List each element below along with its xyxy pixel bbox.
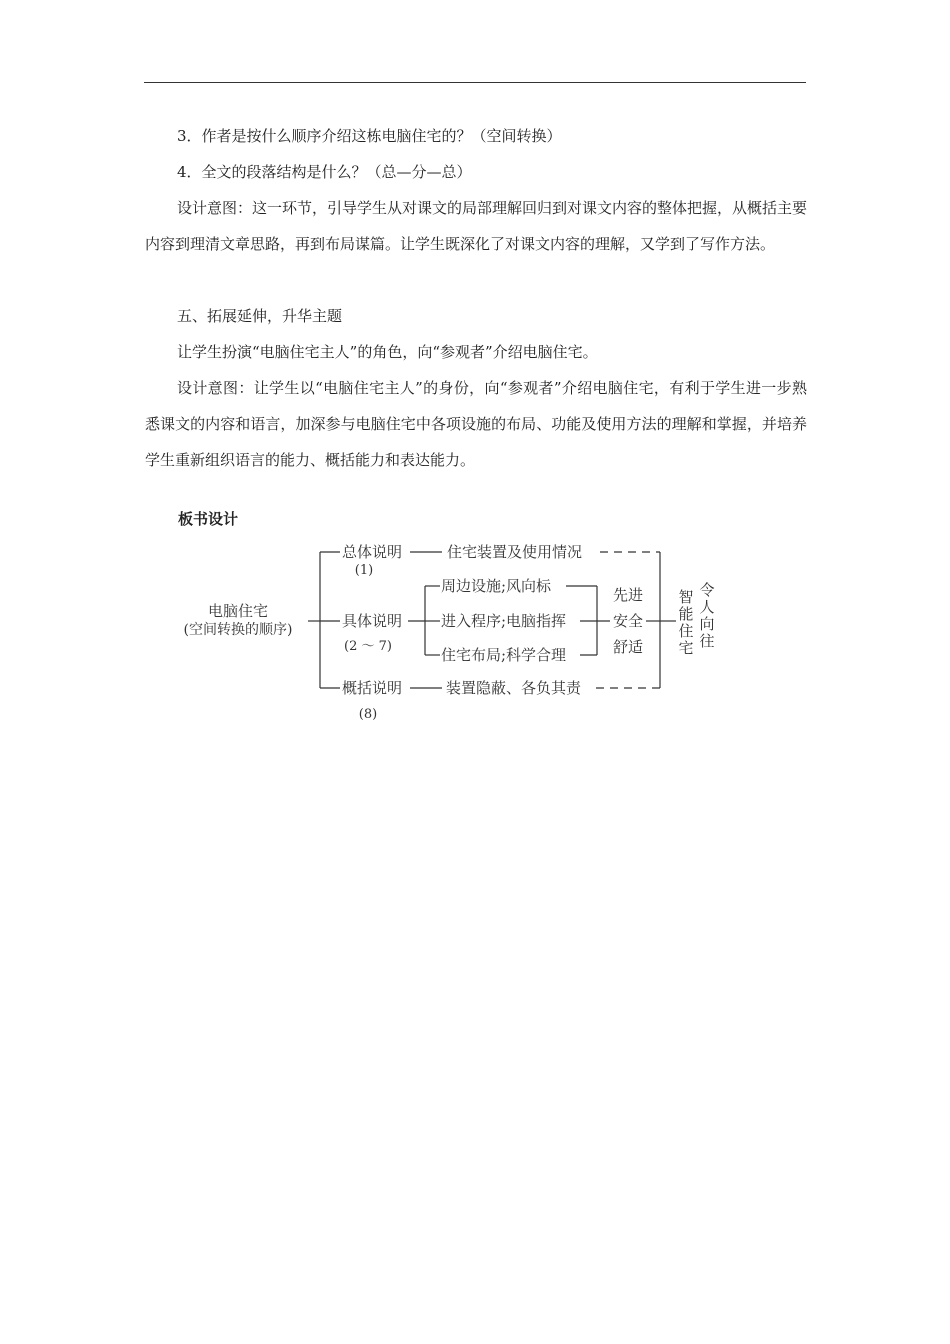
board-conclusion-2-char-2: 人	[699, 598, 715, 616]
board-general-content: 住宅装置及使用情况	[447, 543, 583, 561]
board-conclusion-1-char-3: 住	[678, 622, 694, 640]
board-general-para: (1)	[354, 563, 374, 578]
design-intent-1: 设计意图：这一环节，引导学生从对课文的局部理解回归到对课文内容的整体把握，从概括主要内容到理清文章思路，再到布局谋篇。让学生既深化了对课文内容的理解，又学到了写作方法。	[145, 199, 808, 253]
board-summary-label: 概括说明	[342, 679, 403, 697]
board-design-heading: 板书设计	[178, 510, 239, 528]
board-summary-para: (8)	[358, 707, 378, 722]
board-specific-item-3: 住宅布局;科学合理	[441, 646, 567, 664]
board-specific-item-2: 进入程序;电脑指挥	[441, 612, 567, 630]
board-conclusion-2-char-1: 令	[699, 581, 715, 599]
board-conclusion-2-char-3: 向	[699, 615, 715, 633]
board-summary-content: 装置隐蔽、各负其责	[446, 679, 582, 697]
board-conclusion-1-char-4: 宅	[678, 639, 694, 657]
board-root-subtitle: (空间转换的顺序)	[183, 622, 293, 638]
question-3: 3．作者是按什么顺序介绍这栋电脑住宅的？（空间转换）	[177, 127, 562, 145]
board-specific-label: 具体说明	[342, 612, 403, 630]
board-conclusion-2-char-4: 往	[699, 632, 715, 650]
board-specific-para: (2 ～ 7)	[344, 639, 392, 654]
board-general-label: 总体说明	[342, 543, 403, 561]
board-feature-2: 安全	[612, 612, 644, 630]
board-specific-item-1: 周边设施;风向标	[441, 577, 552, 595]
question-4: 4．全文的段落结构是什么？（总—分—总）	[177, 163, 472, 181]
board-root-title: 电脑住宅	[207, 602, 269, 620]
activity-text: 让学生扮演“电脑住宅主人”的角色，向“参观者”介绍电脑住宅。	[177, 343, 598, 361]
board-feature-1: 先进	[612, 586, 644, 604]
design-intent-2: 设计意图：让学生以“电脑住宅主人”的身份，向“参观者”介绍电脑住宅，有利于学生进一步熟悉课文的内容和语言，加深参与电脑住宅中各项设施的布局、功能及使用方法的理解和掌握，并培养学生重新组织语言的能力、概括能力和表达能力。	[145, 379, 807, 469]
board-conclusion-1-char-2: 能	[678, 605, 694, 623]
board-feature-3: 舒适	[612, 638, 644, 656]
board-conclusion-1-char-1: 智	[678, 588, 694, 606]
section-5-heading: 五、拓展延伸，升华主题	[177, 307, 343, 325]
